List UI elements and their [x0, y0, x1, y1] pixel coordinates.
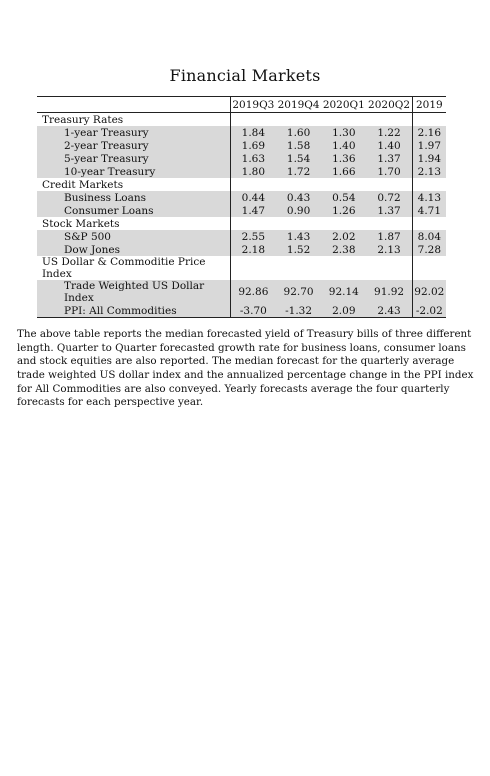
table-cell: 1.54 — [276, 152, 321, 165]
table-cell: 2.16 — [412, 126, 446, 139]
table-cell: 1.40 — [366, 139, 412, 152]
table-cell: 1.63 — [230, 152, 276, 165]
table-cell: 7.28 — [412, 243, 446, 256]
table-cell: 1.37 — [366, 204, 412, 217]
column-header: 2019 — [412, 97, 446, 113]
section-row — [37, 217, 446, 230]
section-row — [37, 113, 446, 127]
section-label: Treasury Rates — [42, 113, 124, 126]
section-row — [37, 178, 446, 191]
table-row — [37, 304, 446, 318]
table-cell: 8.04 — [412, 230, 446, 243]
section-label: Credit Markets — [42, 178, 124, 191]
table-cell: 0.72 — [366, 191, 412, 204]
table-cell: 1.52 — [276, 243, 321, 256]
table-row — [37, 139, 446, 152]
table-cell: 92.14 — [321, 280, 366, 304]
table-cell: 1.26 — [321, 204, 366, 217]
table-cell: 4.13 — [412, 191, 446, 204]
row-label: Business Loans — [37, 191, 230, 204]
table-cell: 92.02 — [412, 280, 446, 304]
table-cell: 2.18 — [230, 243, 276, 256]
row-label: 1-year Treasury — [37, 126, 230, 139]
table-cell: 2.09 — [321, 304, 366, 318]
table-note: The above table reports the median forecasted yield of Treasury bills of three different length. Quarter to Quarter forecasted growth rate for business loans, consumer loans and stock equities are also reported. The median forecast for the quarterly average trade weighted US dollar index and the annualized percentage change in the PPI index for All Commodities are also conveyed. Yearly forecasts average the four quarterly forecasts for each perspective year. — [17, 328, 474, 409]
section-row — [37, 256, 446, 280]
table-cell: -3.70 — [230, 304, 276, 318]
section-label: Stock Markets — [42, 217, 120, 230]
table-cell: 0.90 — [276, 204, 321, 217]
table-row — [37, 152, 446, 165]
row-label: Dow Jones — [37, 243, 230, 256]
table-cell: 1.40 — [321, 139, 366, 152]
table-cell: 1.70 — [366, 165, 412, 178]
table-row — [37, 243, 446, 256]
table-cell: 0.54 — [321, 191, 366, 204]
table-header-row — [37, 97, 446, 113]
table-cell: 1.66 — [321, 165, 366, 178]
table-row — [37, 204, 446, 217]
table-cell: 1.36 — [321, 152, 366, 165]
section-label: US Dollar & Commoditie Price Index — [42, 256, 206, 280]
financial-markets-table — [37, 96, 446, 318]
table-cell: 1.22 — [366, 126, 412, 139]
table-cell: 1.94 — [412, 152, 446, 165]
table-cell: 1.80 — [230, 165, 276, 178]
table-cell: 1.69 — [230, 139, 276, 152]
page-title: Financial Markets — [169, 66, 321, 85]
row-label: 2-year Treasury — [37, 139, 230, 152]
row-label: Consumer Loans — [37, 204, 230, 217]
table-cell: 2.13 — [366, 243, 412, 256]
table-cell: 1.37 — [366, 152, 412, 165]
table-cell: 2.02 — [321, 230, 366, 243]
table-cell: -2.02 — [412, 304, 446, 318]
table-cell: 0.43 — [276, 191, 321, 204]
table-row — [37, 165, 446, 178]
table-cell: 4.71 — [412, 204, 446, 217]
table-cell: 2.43 — [366, 304, 412, 318]
column-header: 2020Q2 — [366, 97, 412, 113]
table-cell: 2.55 — [230, 230, 276, 243]
table-cell: 2.13 — [412, 165, 446, 178]
table-cell: 1.97 — [412, 139, 446, 152]
column-header: 2019Q4 — [277, 98, 320, 111]
row-label: Trade Weighted US Dollar Index — [37, 280, 230, 304]
table-row — [37, 280, 446, 304]
table-cell: 1.87 — [366, 230, 412, 243]
table-cell: 91.92 — [366, 280, 412, 304]
table-row — [37, 191, 446, 204]
column-header: 2020Q1 — [322, 98, 365, 111]
table-cell: 1.30 — [321, 126, 366, 139]
table-cell: 1.72 — [276, 165, 321, 178]
table-cell: 2.38 — [321, 243, 366, 256]
table-row — [37, 230, 446, 243]
header-label-cell — [37, 97, 230, 113]
row-label: 5-year Treasury — [37, 152, 230, 165]
table-cell: 1.43 — [276, 230, 321, 243]
table-cell: 1.58 — [276, 139, 321, 152]
table-cell: 1.60 — [276, 126, 321, 139]
row-label: PPI: All Commodities — [37, 304, 230, 318]
table-cell: 0.44 — [230, 191, 276, 204]
table-cell: 1.84 — [230, 126, 276, 139]
table-cell: 92.86 — [230, 280, 276, 304]
table-cell: -1.32 — [276, 304, 321, 318]
table-cell: 92.70 — [276, 280, 321, 304]
table-row — [37, 126, 446, 139]
column-header: 2019Q3 — [230, 97, 276, 113]
table-cell: 1.47 — [230, 204, 276, 217]
row-label: S&P 500 — [37, 230, 230, 243]
row-label: 10-year Treasury — [37, 165, 230, 178]
